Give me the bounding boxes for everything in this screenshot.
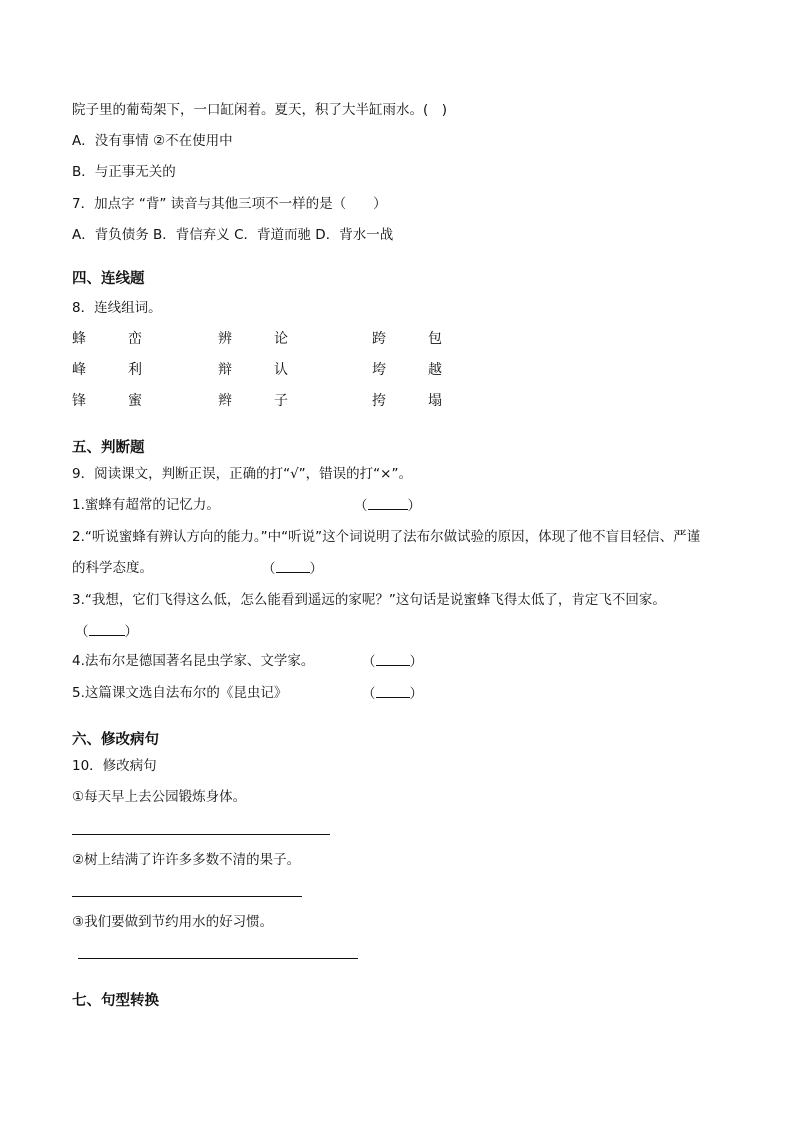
sick-sentence-2: ②树上结满了许许多多数不清的果子。 — [72, 852, 301, 868]
match-char[interactable]: 辩 — [218, 362, 232, 378]
match-char[interactable]: 辨 — [218, 331, 232, 347]
match-char[interactable]: 峰 — [72, 362, 86, 378]
correction-line-3[interactable] — [78, 958, 358, 959]
section-5-heading: 五、判断题 — [72, 440, 145, 456]
match-char[interactable]: 塌 — [428, 393, 442, 409]
judge-item-3: 3.“我想，它们飞得这么低，怎么能看到遥远的家呢？”这句话是说蜜蜂飞得太低了，肯定飞不回家。 — [72, 592, 666, 608]
judge-item-2: 2.“听说蜜蜂有辨认方向的能力。”中“听说”这个词说明了法布尔做试验的原因，体现了他不盲目轻信、严谨 — [72, 529, 701, 545]
match-char[interactable]: 挎 — [372, 393, 386, 409]
match-char[interactable]: 越 — [428, 362, 442, 378]
q6-option-a: A．没有事情 ②不在使用中 — [72, 133, 233, 149]
answer-blank-2[interactable]: （ ） — [262, 558, 323, 579]
sick-sentence-3: ③我们要做到节约用水的好习惯。 — [72, 914, 274, 930]
match-char[interactable]: 子 — [274, 393, 288, 409]
correction-line-1[interactable] — [72, 834, 330, 835]
judge-item-2-cont: 的科学态度。 — [72, 560, 153, 576]
answer-blank-1[interactable]: （ ） — [354, 495, 421, 516]
judge-item-1: 1.蜜蜂有超常的记忆力。 — [72, 497, 220, 513]
answer-blank-5[interactable]: （ ） — [362, 683, 423, 704]
match-char[interactable]: 认 — [274, 362, 288, 378]
match-char[interactable]: 论 — [274, 331, 288, 347]
match-char[interactable]: 包 — [428, 331, 442, 347]
match-char[interactable]: 峦 — [128, 331, 142, 347]
judge-item-4: 4.法布尔是德国著名昆虫学家、文学家。 — [72, 653, 315, 669]
answer-blank-3[interactable]: （ ） — [75, 621, 138, 642]
correction-line-2[interactable] — [72, 896, 302, 897]
q7-options: A．背负债务 B．背信弃义 C．背道而驰 D．背水一战 — [72, 227, 394, 243]
section-6-heading: 六、修改病句 — [72, 732, 159, 748]
sick-sentence-1: ①每天早上去公园锻炼身体。 — [72, 789, 247, 805]
match-char[interactable]: 蜜 — [128, 393, 142, 409]
section-4-heading: 四、连线题 — [72, 271, 145, 287]
match-char[interactable]: 锋 — [72, 393, 86, 409]
match-char[interactable]: 跨 — [372, 331, 386, 347]
q9-stem: 9．阅读课文，判断正误，正确的打“√”，错误的打“×”。 — [72, 466, 412, 482]
answer-blank-4[interactable]: （ ） — [362, 651, 423, 672]
q7-stem: 7．加点字 “背” 读音与其他三项不一样的是（ ） — [72, 196, 387, 212]
section-7-heading: 七、句型转换 — [72, 993, 159, 1009]
judge-item-5: 5.这篇课文选自法布尔的《昆虫记》 — [72, 685, 288, 701]
q10-stem: 10．修改病句 — [72, 758, 157, 774]
match-char[interactable]: 利 — [128, 362, 142, 378]
match-char[interactable]: 垮 — [372, 362, 386, 378]
q8-stem: 8．连线组词。 — [72, 300, 162, 316]
q6-option-b: B．与正事无关的 — [72, 164, 176, 180]
match-char[interactable]: 辫 — [218, 393, 232, 409]
match-char[interactable]: 蜂 — [72, 331, 86, 347]
q6-sentence: 院子里的葡萄架下，一口缸闲着。夏天，积了大半缸雨水。( ) — [72, 102, 448, 118]
